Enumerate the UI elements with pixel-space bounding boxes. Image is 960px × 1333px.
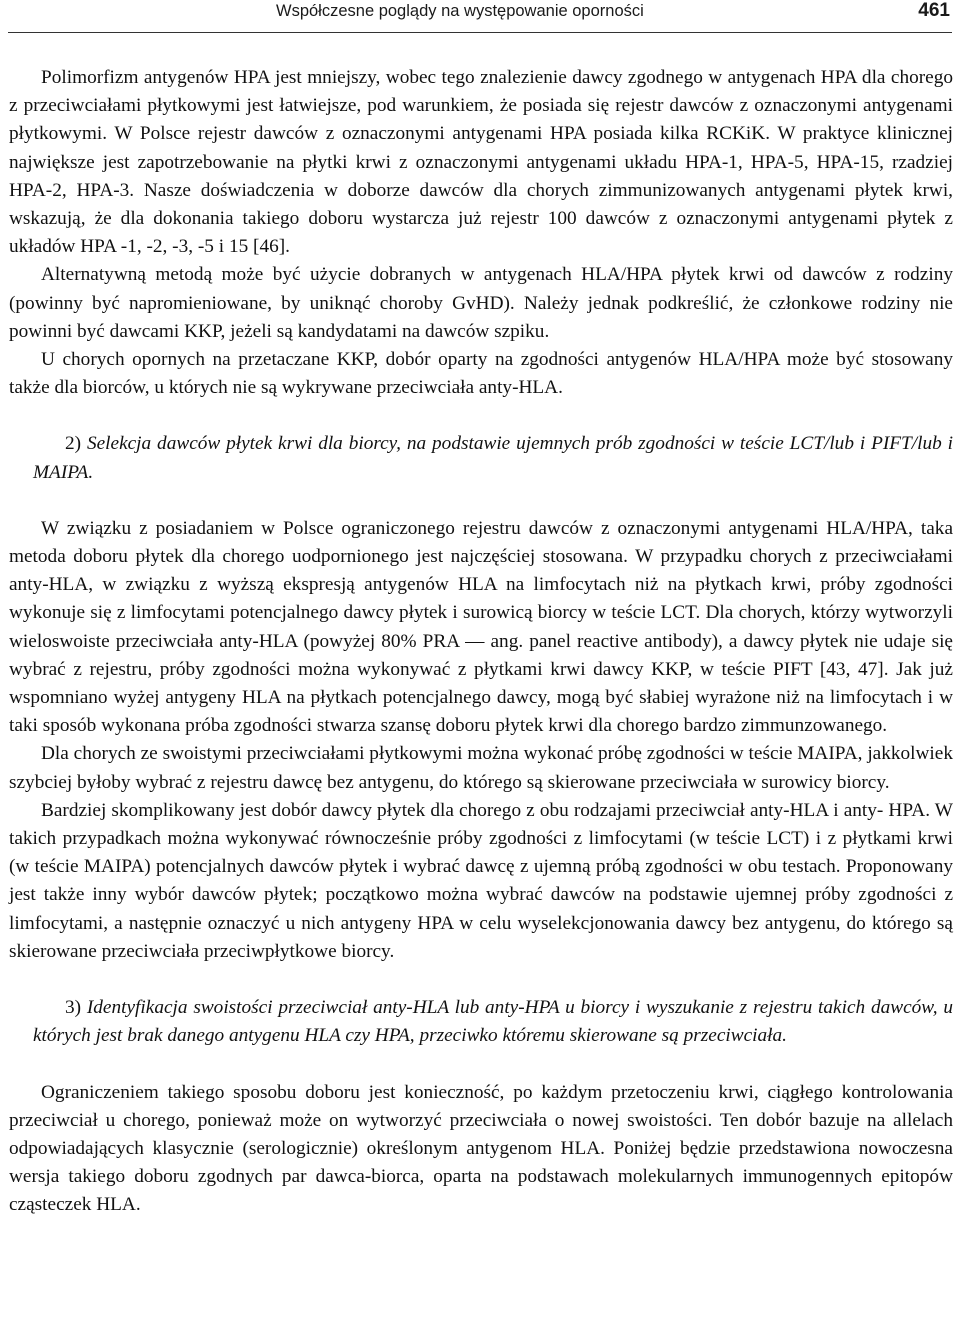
body-paragraph-hpa-polymorphism: Polimorfizm antygenów HPA jest mniejszy, wobec tego znalezienie dawcy zgodnego w antygenach HPA dla chorego z przeciwciałami płytkowymi jest łatwiejsze, pod warunkiem, że posiada się rejestr dawców z oznaczonymi antygenami płytkowymi. W Polsce rejestr dawców z oznaczonymi antygenami HPA posiada kilka RCKiK. W praktyce klinicznej największe jest zapotrzebowanie na płytki krwi z oznaczonymi antygenami układu HPA-1, HPA-5, HPA-15, rzadziej HPA-2, HPA-3. Nasze doświadczenia w doborze dawców dla chorych zimmunizowanych antygenami płytek krwi, wskazują, że dla dokonania takiego doboru wystarcza już rejestr 100 dawców z oznaczonymi antygenami płytek z układów HPA -1, -2, -3, -5 i 15 [46]. (9, 67, 953, 258)
section-heading-2-text: Selekcja dawców płytek krwi dla biorcy, na podstawie ujemnych prób zgodności w teście LCT/lub i PIFT/lub i MAIPA. (33, 433, 954, 483)
body-paragraph-limitations: Ograniczeniem takiego sposobu doboru jest konieczność, po każdym przetoczeniu krwi, ciągłego kontrolowania przeciwciał u chorego, ponieważ może on wytworzyć przeciwciała o nowej swoistości. Ten dobór bazuje na allelach odpowiadających klasycznie (serologicznie) określonym antygenom HLA. Poniżej będzie przedstawiona nowoczesna wersja takiego doboru zgodnych par dawca-biorca, oparta na podstawach molekularnych immunogennych epitopów cząsteczek HLA. (9, 1081, 953, 1216)
body-paragraph-family-donors: Alternatywną metodą może być użycie dobranych w antygenach HLA/HPA płytek krwi od dawców z rodziny (powinny być napromieniowane, by uniknąć choroby GvHD). Należy jednak podkreślić, że członkowe rodziny nie powinni być dawcami KKP, jeżeli są kandydatami na dawców szpiku. (9, 264, 953, 342)
page-body (9, 64, 953, 1220)
running-header-title: Współczesne poglądy na występowanie oporności (276, 2, 644, 20)
section-heading-3-number: 3) (65, 997, 82, 1019)
section-heading-2-number: 2) (65, 433, 82, 455)
body-paragraph-crossmatch-lct: W związku z posiadaniem w Polsce ograniczonego rejestru dawców z oznaczonymi antygenami HLA/HPA, taka metoda doboru płytek dla chorego uodpornionego jest najczęściej stosowana. W przypadku chorych z przeciwciałami anty-HLA, w związku z wyższą ekspresją antygenów HLA na limfocytach niż na płytkach krwi, próby zgodności wykonuje się z limfocytami potencjalnego dawcy płytek i surowicą biorcy w teście LCT. Dla chorych, którzy wytworzyli wieloswoiste przeciwciała anty-HLA (powyżej 80% PRA — ang. panel reactive antibody), a dawcy płytek nie udaje się wybrać z rejestru, próby zgodności można wykonywać z płytkami krwi dawcy KKP, w teście PIFT [43, 47]. Jak już wspomniano wyżej antygeny HLA na płytkach potencjalnego dawcy, mogą być słabiej wyrażone niż na limfocytach i w taki sposób wykonana próba zgodności stwarza szansę doboru płytek krwi dla chorego bardzo zimmunzowanego. (9, 517, 953, 737)
body-paragraph-maipa: Dla chorych ze swoistymi przeciwciałami płytkowymi można wykonać próbę zgodności w teście MAIPA, jakkolwiek szybciej byłoby wybrać z rejestru dawcę bez antygenu, do którego są skierowane przeciwciała w surowicy biorcy. (9, 743, 953, 793)
section-heading-2 (9, 430, 953, 486)
body-paragraph-combined-antibodies: Bardziej skomplikowany jest dobór dawcy płytek dla chorego z obu rodzajami przeciwciał anty-HLA i anty- HPA. W takich przypadkach można wykonywać równocześnie próby zgodności z limfocytami (w teście LCT) i z płytkami krwi (w teście MAIPA) potencjalnych dawców płytek i wybrać dawcę z ujemną próbą zgodności w obu testach. Proponowany jest także inny wybór dawców płytek; początkowo można wybrać dawców na podstawie ujemnej próby zgodności z limfocytami, a następnie oznaczyć u nich antygeny HPA w celu wyselekcjonowania dawcy bez antygenu, do którego są skierowane przeciwciała przeciwpłytkowe biorcy. (9, 799, 953, 962)
section-heading-3-text: Identyfikacja swoistości przeciwciał anty-HLA lub anty-HPA u biorcy i wyszukanie z rejestru takich dawców, u których jest brak danego antygenu HLA czy HPA, przeciwko któremu skierowane są przeciwciała. (33, 997, 953, 1047)
section-heading-3 (9, 994, 953, 1050)
body-paragraph-hla-hpa-matching: U chorych opornych na przetaczane KKP, dobór oparty na zgodności antygenów HLA/HPA może być stosowany także dla biorców, u których nie są wykrywane przeciwciała anty-HLA. (9, 349, 953, 399)
page-number: 461 (918, 0, 950, 21)
running-header (8, 0, 952, 33)
